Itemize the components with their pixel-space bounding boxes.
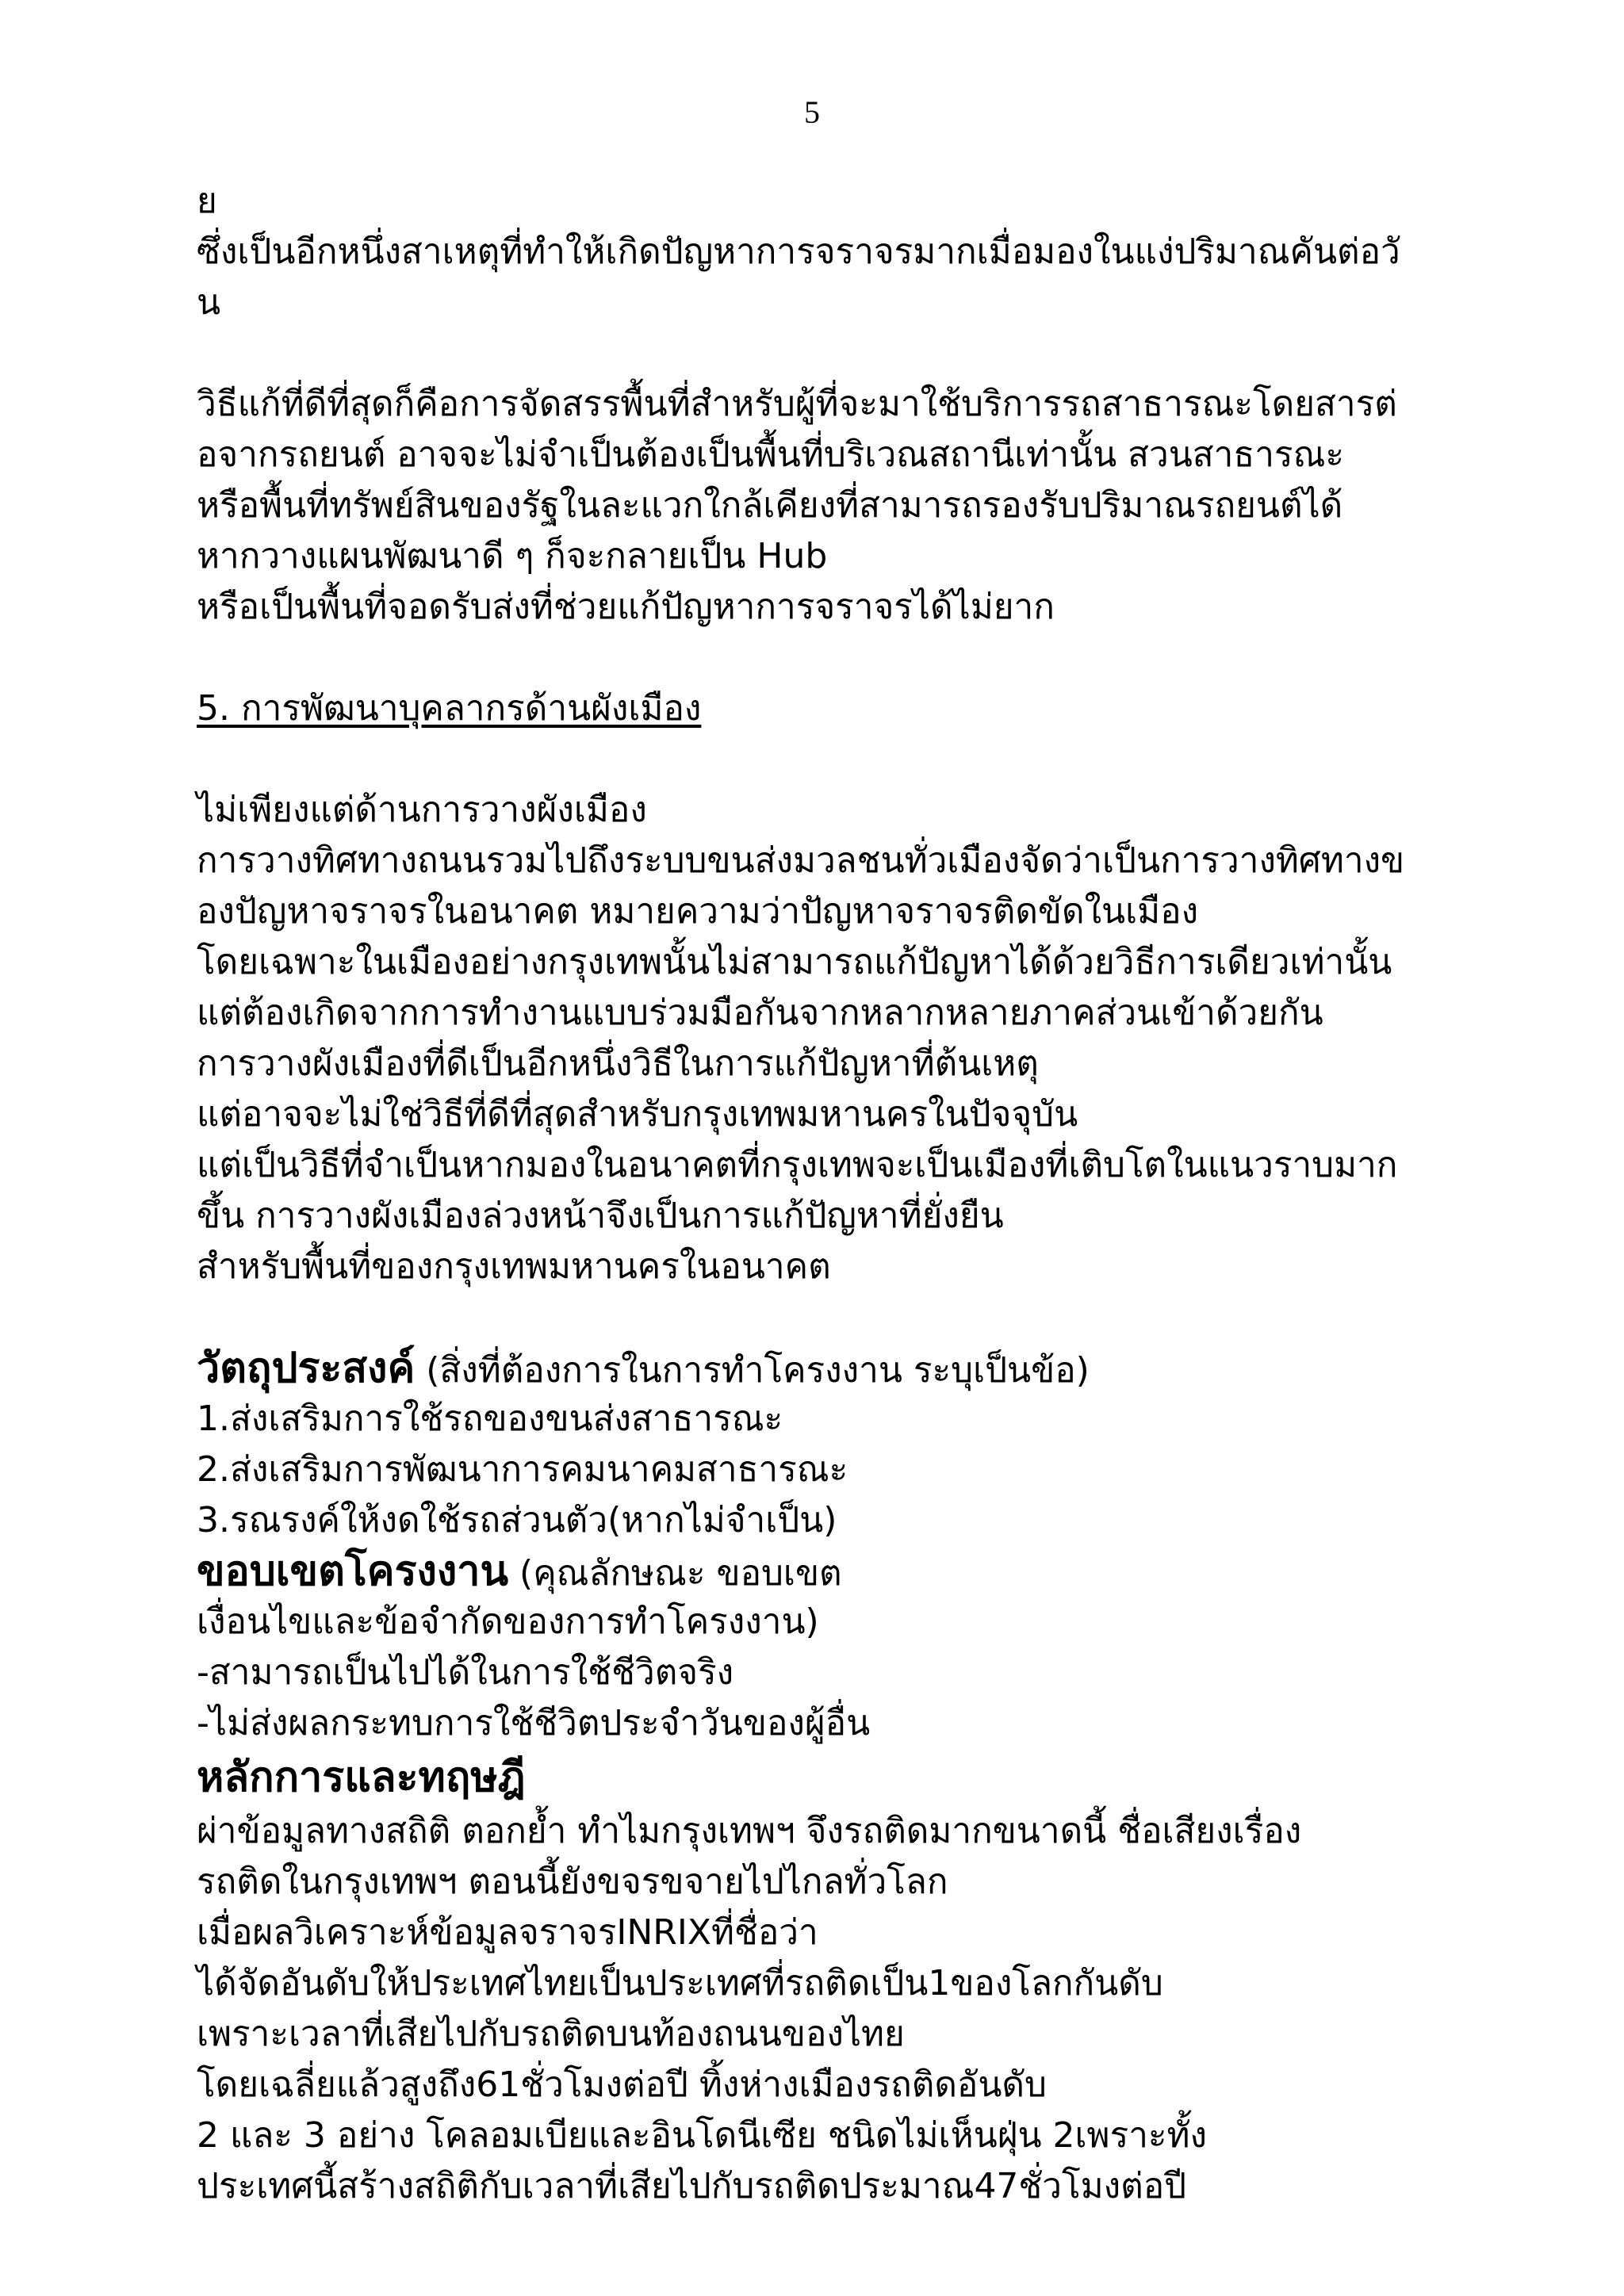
paragraph-spacer: [197, 1292, 1529, 1343]
text-line: เพราะเวลาที่เสียไปกับรถติดบนท้องถนนของไทย: [197, 2014, 905, 2054]
scope-section: [197, 1546, 1529, 1749]
scope-subtitle-continued: เงื่อนไขและข้อจำกัดของการทำโครงงาน): [197, 1601, 819, 1642]
text-line: ผ่าข้อมูลทางสถิติ ตอกย้ำ ทำไมกรุงเทพฯ จึงรถติดมากขนาดนี้ ชื่อเสียงเรื่อง: [197, 1811, 1302, 1851]
objectives-subtitle: (สิ่งที่ต้องการในการทำโครงงาน ระบุเป็นข้อ): [415, 1350, 1090, 1391]
text-line: ซึ่งเป็นอีกหนึ่งสาเหตุที่ทำให้เกิดปัญหาการจราจรมากเมื่อมองในแง่ปริมาณคันต่อวั: [197, 232, 1400, 272]
text-line: หรือเป็นพื้นที่จอดรับส่งที่ช่วยแก้ปัญหาการจราจรได้ไม่ยาก: [197, 587, 1055, 627]
text-line: อจากรถยนต์ อาจจะไม่จำเป็นต้องเป็นพื้นที่บริเวณสถานีเท่านั้น สวนสาธารณะ: [197, 434, 1345, 475]
text-line: ย: [197, 181, 217, 221]
principles-section: [197, 1749, 1529, 2212]
document-body: [197, 176, 1529, 2212]
text-line: น: [197, 282, 221, 323]
text-line: องปัญหาจราจรในอนาคต หมายความว่าปัญหาจราจรติดขัดในเมือง: [197, 891, 1199, 932]
text-line: เมื่อผลวิเคราะห์ข้อมูลจราจรINRIXที่ชื่อว่า: [197, 1912, 818, 1953]
text-line: วิธีแก้ที่ดีที่สุดก็คือการจัดสรรพื้นที่สำหรับผู้ที่จะมาใช้บริการรถสาธารณะโดยสารต่: [197, 384, 1397, 424]
section-5-heading: 5. การพัฒนาบุคลากรด้านผังเมือง: [197, 688, 702, 729]
text-line: ได้จัดอันดับให้ประเทศไทยเป็นประเทศที่รถติดเป็น1ของโลกกันดับ: [197, 1963, 1163, 2003]
principles-title: หลักการและทฤษฎี: [197, 1754, 526, 1801]
text-line: สำหรับพื้นที่ของกรุงเทพมหานครในอนาคต: [197, 1246, 831, 1287]
paragraph-2: [197, 379, 1529, 633]
text-line: การวางผังเมืองที่ดีเป็นอีกหนึ่งวิธีในการแก้ปัญหาที่ต้นเหตุ: [197, 1043, 1039, 1084]
text-line: รถติดในกรุงเทพฯ ตอนนี้ยังขจรขจายไปไกลทั่วโลก: [197, 1862, 948, 1902]
scope-heading: [197, 1546, 1529, 1597]
text-line: การวางทิศทางถนนรวมไปถึงระบบขนส่งมวลชนทั่วเมืองจัดว่าเป็นการวางทิศทางข: [197, 840, 1405, 881]
scope-item: -ไม่ส่งผลกระทบการใช้ชีวิตประจำวันของผู้อื่น: [197, 1703, 871, 1743]
text-line: หรือพื้นที่ทรัพย์สินของรัฐในละแวกใกล้เคียงที่สามารถรองรับปริมาณรถยนต์ได้: [197, 485, 1343, 526]
text-line: ไม่เพียงแต่ด้านการวางผังเมือง: [197, 790, 647, 830]
scope-title: ขอบเขตโครงงาน: [197, 1548, 509, 1595]
objective-item: 1.ส่งเสริมการใช้รถของขนส่งสาธารณะ: [197, 1399, 783, 1439]
paragraph-1: [197, 176, 1529, 328]
objectives-section: [197, 1343, 1529, 1546]
paragraph-3: [197, 785, 1529, 1292]
text-line: แต่อาจจะไม่ใช่วิธีที่ดีที่สุดสำหรับกรุงเทพมหานครในปัจจุบัน: [197, 1094, 1078, 1135]
text-line: โดยเฉลี่ยแล้วสูงถึง61ชั่วโมงต่อปี ทิ้งห่างเมืองรถติดอันดับ: [197, 2064, 1047, 2105]
objective-item: 2.ส่งเสริมการพัฒนาการคมนาคมสาธารณะ: [197, 1449, 848, 1490]
paragraph-spacer: [197, 734, 1529, 785]
page-number: 5: [804, 94, 820, 130]
text-line: ประเทศนี้สร้างสถิติกับเวลาที่เสียไปกับรถติดประมาณ47ชั่วโมงต่อปี: [197, 2166, 1187, 2206]
paragraph-spacer: [197, 633, 1529, 683]
scope-subtitle: (คุณลักษณะ ขอบเขต: [508, 1553, 842, 1594]
objectives-heading: [197, 1343, 1529, 1394]
text-line: แต่เป็นวิธีที่จำเป็นหากมองในอนาคตที่กรุงเทพจะเป็นเมืองที่เติบโตในแนวราบมาก: [197, 1145, 1398, 1185]
text-line: แต่ต้องเกิดจากการทำงานแบบร่วมมือกันจากหลากหลายภาคส่วนเข้าด้วยกัน: [197, 993, 1323, 1033]
scope-item: -สามารถเป็นไปได้ในการใช้ชีวิตจริง: [197, 1652, 734, 1693]
text-line: โดยเฉพาะในเมืองอย่างกรุงเทพนั้นไม่สามารถแก้ปัญหาได้ด้วยวิธีการเดียวเท่านั้น: [197, 942, 1392, 982]
text-line: ขึ้น การวางผังเมืองล่วงหน้าจึงเป็นการแก้ปัญหาที่ยั่งยืน: [197, 1196, 1004, 1236]
objectives-title: วัตถุประสงค์: [197, 1345, 416, 1392]
paragraph-spacer: [197, 328, 1529, 379]
objective-item: 3.รณรงค์ให้งดใช้รถส่วนตัว(หากไม่จำเป็น): [197, 1500, 837, 1540]
text-line: หากวางแผนพัฒนาดี ๆ ก็จะกลายเป็น Hub: [197, 536, 828, 576]
text-line: 2 และ 3 อย่าง โคลอมเบียและอินโดนีเซีย ชนิดไม่เห็นฝุ่น 2เพราะทั้ง: [197, 2115, 1208, 2156]
